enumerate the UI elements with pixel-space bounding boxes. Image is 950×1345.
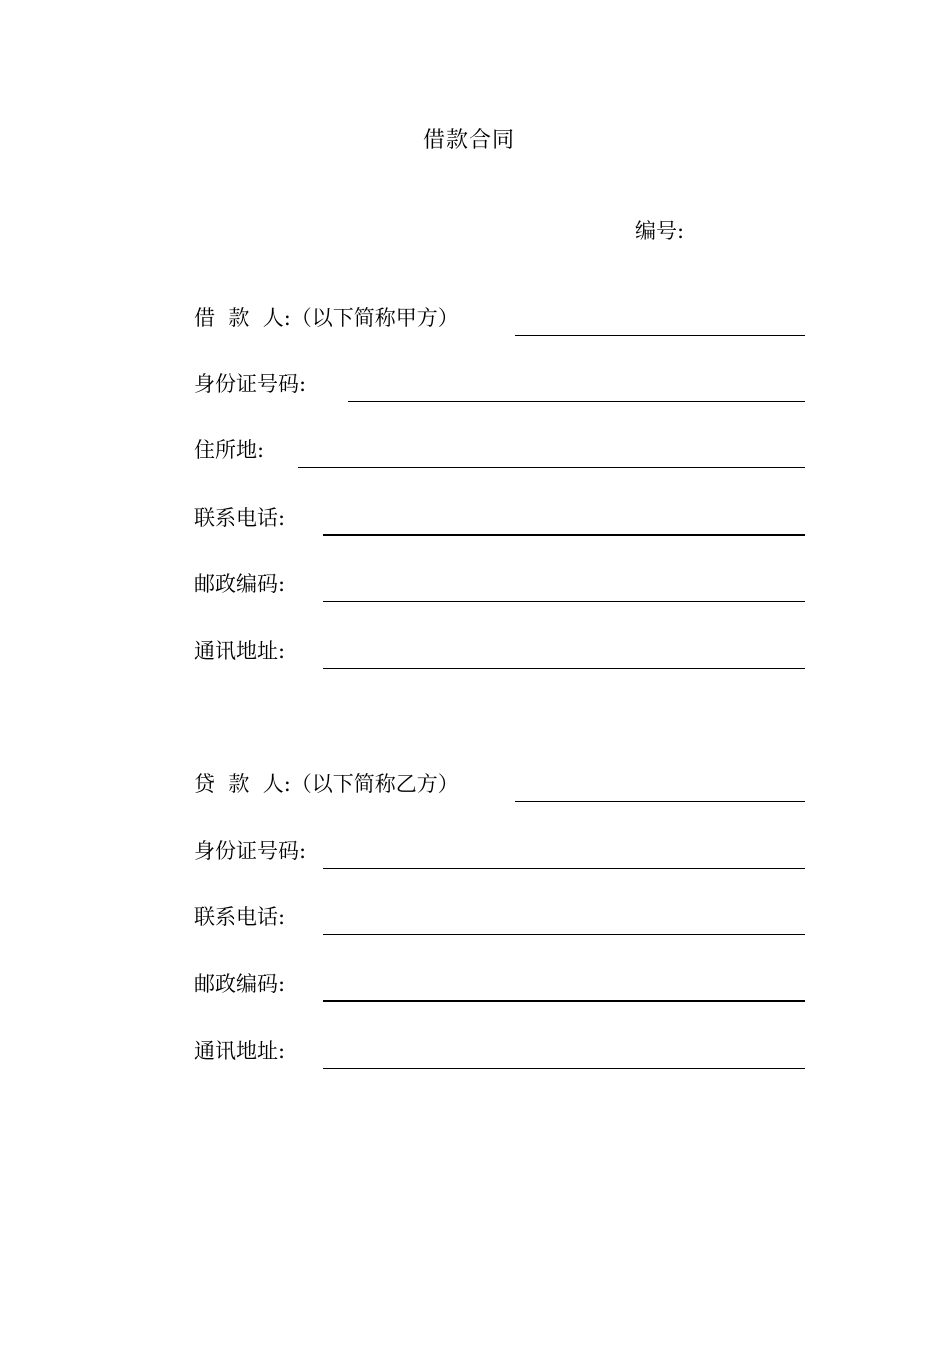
borrower-party-label: 借 款 人:（以下简称甲方） [194, 306, 459, 330]
lender-id-blank[interactable] [323, 868, 805, 869]
borrower-residence-blank[interactable] [298, 467, 805, 468]
borrower-address-label: 通讯地址: [194, 639, 286, 663]
borrower-phone-blank[interactable] [323, 534, 805, 536]
lender-phone-label: 联系电话: [194, 905, 286, 929]
document-title: 借款合同 [422, 128, 515, 153]
lender-name-blank[interactable] [515, 801, 805, 802]
borrower-postal-label: 邮政编码: [194, 572, 286, 596]
lender-postal-blank[interactable] [323, 1000, 805, 1002]
lender-phone-field [0, 901, 950, 935]
borrower-id-field [0, 368, 950, 402]
borrower-phone-field [0, 502, 950, 536]
lender-party-label: 贷 款 人:（以下简称乙方） [194, 772, 459, 796]
lender-address-field [0, 1035, 950, 1069]
lender-postal-label: 邮政编码: [194, 972, 286, 996]
borrower-party-field [0, 302, 950, 336]
lender-address-label: 通讯地址: [194, 1039, 286, 1063]
borrower-residence-field [0, 434, 950, 468]
lender-address-blank[interactable] [323, 1068, 805, 1069]
borrower-phone-label: 联系电话: [194, 506, 286, 530]
borrower-address-blank[interactable] [323, 668, 805, 669]
borrower-residence-label: 住所地: [194, 438, 265, 462]
borrower-id-label: 身份证号码: [194, 372, 307, 396]
lender-id-field [0, 835, 950, 869]
lender-id-label: 身份证号码: [194, 839, 307, 863]
document-number-label: 编号: [635, 219, 685, 243]
borrower-postal-blank[interactable] [323, 601, 805, 602]
lender-party-field [0, 768, 950, 802]
borrower-name-blank[interactable] [515, 335, 805, 336]
lender-phone-blank[interactable] [323, 934, 805, 935]
borrower-address-field [0, 635, 950, 669]
lender-postal-field [0, 968, 950, 1002]
borrower-postal-field [0, 568, 950, 602]
borrower-id-blank[interactable] [348, 401, 805, 402]
